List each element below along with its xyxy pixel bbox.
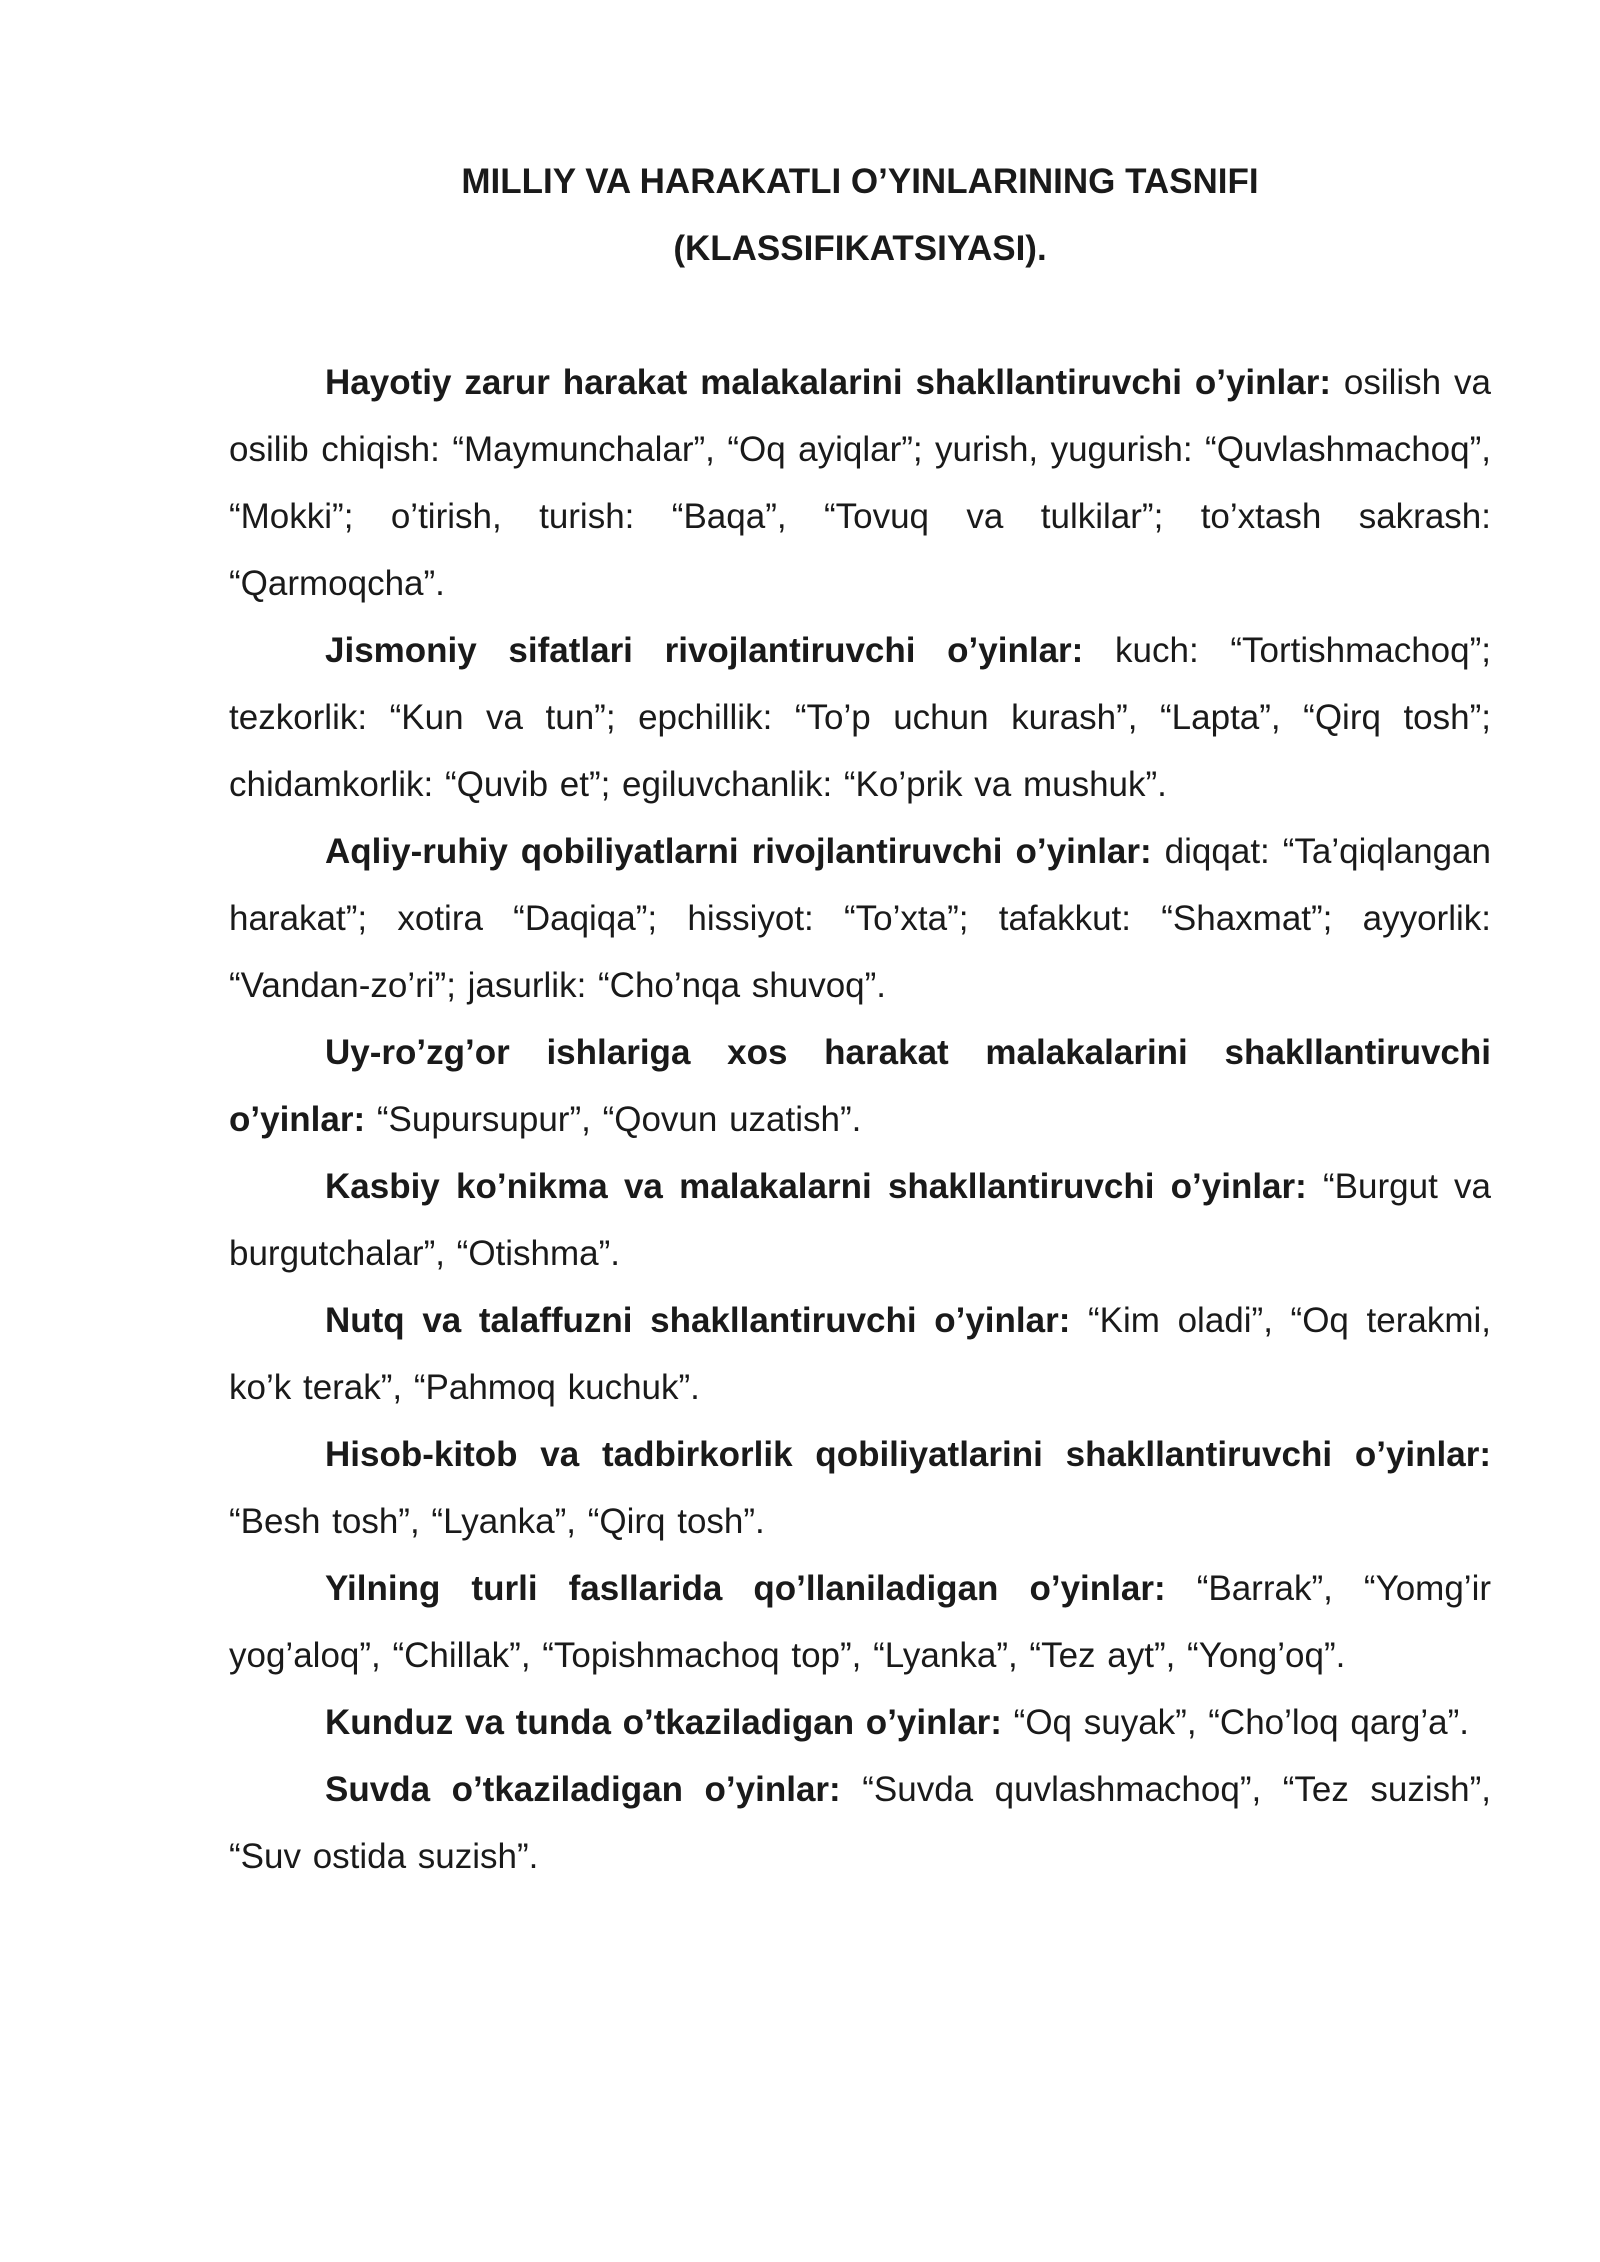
paragraph-seasons [229,1555,1491,1689]
paragraph-text: kuch: “Tortishmachoq”; tezkorlik: “Kun va tun”; epchillik: “To’p uchun kurash”, “Lapta”, “Qirq tosh”; chidamkorlik: “Quvib et”; egiluvchanlik: “Ko’prik va mushuk”. [229,631,1491,804]
paragraph-heading: Suvda o’tkaziladigan o’yinlar: [325,1770,841,1809]
paragraph-speech [229,1287,1491,1421]
title-line-2: (KLASSIFIKATSIYASI). [673,229,1047,268]
paragraph-text: “Burgut va burgutchalar”, “Otishma”. [229,1167,1491,1273]
paragraph-heading: Yilning turli fasllarida qo’llaniladigan o’yinlar: [325,1569,1166,1608]
paragraph-household-skills [229,1019,1491,1153]
document-page [229,148,1491,1890]
paragraph-day-night [229,1689,1491,1756]
paragraph-text: osilish va osilib chiqish: “Maymunchalar”, “Oq ayiqlar”; yurish, yugurish: “Quvlashmachoq”, “Mokki”; o’tirish, turish: “Baqa”, “Tovuq va tulkilar”; to’xtash sakrash: “Qarmoqcha”. [229,363,1491,603]
paragraph-professional-skills [229,1153,1491,1287]
paragraph-text: “Besh tosh”, “Lyanka”, “Qirq tosh”. [229,1502,765,1541]
paragraph-heading: Uy-ro’zg’or ishlariga xos harakat malakalarini shakllantiruvchi o’yinlar: [229,1033,1491,1139]
paragraph-text: “Supursupur”, “Qovun uzatish”. [365,1100,862,1139]
paragraph-physical-qualities [229,617,1491,818]
paragraph-heading: Hisob-kitob va tadbirkorlik qobiliyatlarini shakllantiruvchi o’yinlar: [325,1435,1491,1474]
paragraph-text: diqqat: “Ta’qiqlangan harakat”; xotira “Daqiqa”; hissiyot: “To’xta”; tafakkut: “Shaxmat”; ayyorlik: “Vandan-zo’ri”; jasurlik: “Cho’nqa shuvoq”. [229,832,1491,1005]
paragraph-heading: Aqliy-ruhiy qobiliyatlarni rivojlantiruvchi o’yinlar: [325,832,1152,871]
paragraph-text: “Barrak”, “Yomg’ir yog’aloq”, “Chillak”, “Topishmachoq top”, “Lyanka”, “Tez ayt”, “Yong’oq”. [229,1569,1492,1675]
paragraph-heading: Jismoniy sifatlari rivojlantiruvchi o’yinlar: [325,631,1084,670]
paragraph-vital-skills [229,349,1491,617]
paragraph-heading: Kasbiy ko’nikma va malakalarni shakllantiruvchi o’yinlar: [325,1167,1307,1206]
paragraph-accounting [229,1421,1491,1555]
paragraph-text: “Oq suyak”, “Cho’loq qarg’a”. [1001,1703,1470,1742]
paragraph-text: “Kim oladi”, “Oq terakmi, ko’k terak”, “Pahmoq kuchuk”. [229,1301,1491,1407]
title-line-1: MILLIY VA HARAKATLI O’YINLARINING TASNIFI [461,162,1259,201]
paragraph-heading: Hayotiy zarur harakat malakalarini shakllantiruvchi o’yinlar: [325,363,1331,402]
document-body [229,349,1491,1890]
paragraph-heading: Nutq va talaffuzni shakllantiruvchi o’yinlar: [325,1301,1071,1340]
paragraph-mental-abilities [229,818,1491,1019]
paragraph-text: “Suvda quvlashmachoq”, “Tez suzish”, “Suv ostida suzish”. [229,1770,1491,1876]
paragraph-water [229,1756,1491,1890]
paragraph-heading: Kunduz va tunda o’tkaziladigan o’yinlar: [325,1703,1002,1742]
document-title [229,148,1491,282]
